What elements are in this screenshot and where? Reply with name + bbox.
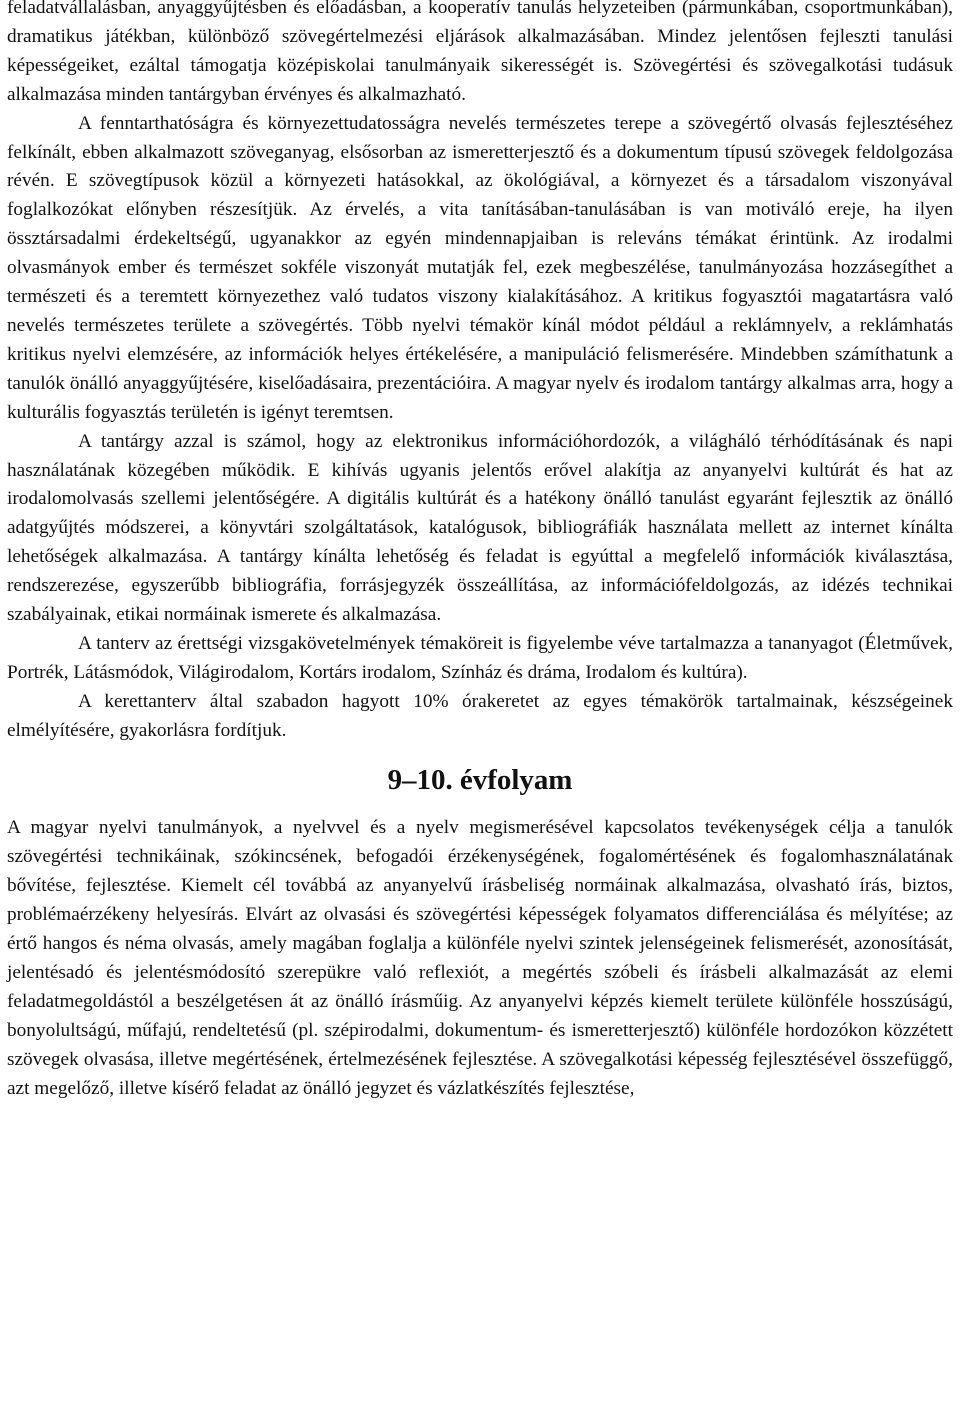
paragraph-sustainability: A fenntarthatóságra és környezettudatosságra nevelés természetes terepe a szövegértő olvasás fejlesztéséhez felkínált, ebben alkalmazott szöveganyag, elsősorban az ismeretterjesztő és a dokumentum típusú szövegek feldolgozása révén. E szövegtípusok közül a környezeti hatásokkal, az ökológiával, a környezet és a társadalom viszonyával foglalkozókat előnyben részesítjük. Az érvelés, a vita tanításában-tanulásában is van motiváló ereje, ha ilyen össztársadalmi érdekeltségű, ugyanakkor az egyén mindennapjaiban is releváns témákat érintünk. Az irodalmi olvasmányok ember és természet sokféle viszonyát mutatják fel, ezek megbeszélése, tanulmányozása hozzásegíthet a természeti és a teremtett környezethez való tudatos viszony kialakításához. A kritikus fogyasztói magatartásra való nevelés természetes területe a szövegértés. Több nyelvi témakör kínál módot például a reklámnyelv, a reklámhatás kritikus nyelvi elemzésére, az információk helyes értékelésére, a manipuláció felismerésére. Mindebben számíthatunk a tanulók önálló anyaggyűjtésére, kiselőadásaira, prezentációira. A magyar nyelv és irodalom tantárgy alkalmas arra, hogy a kulturális fogyasztás területén is igényt teremtsen. [7,112,953,423]
paragraph-1: feladatvállalásban, anyaggyűjtésben és előadásban, a kooperatív tanulás helyzeteiben (pármunkában, csoportmunkában), dramatikus játékban, különböző szövegértelmezési eljárások alkalmazásában. Mindez jelentősen fejleszti tanulási képességeiket, ezáltal támogatja középiskolai tanulmányaik sikerességét is. Szövegértési és szövegalkotási tudásuk alkalmazása minden tantárgyban érvényes és alkalmazható. [7,0,953,105]
paragraph-digital-culture: A tantárgy azzal is számol, hogy az elektronikus információhordozók, a világháló térhódításának és napi használatának közegében működik. E kihívás ugyanis jelentős erővel alakítja az anyanyelvi kultúrát és hat az irodalomolvasás szellemi jelentőségére. A digitális kultúrát és a hatékony önálló tanulást egyaránt fejlesztik az önálló adatgyűjtés módszerei, a könyvtári szolgáltatások, katalógusok, bibliográfiák használata mellett az internet kínálta lehetőségek alkalmazása. A tantárgy kínálta lehetőség és feladat is egyúttal a megfelelő információk kiválasztása, rendszerezése, egyszerűbb bibliográfia, forrásjegyzék összeállítása, az információfeldolgozás, az idézés technikai szabályainak, etikai normáinak ismerete és alkalmazása. [7,430,953,626]
spacer [7,794,953,814]
paragraph-curriculum-topics: A tanterv az érettségi vizsgakövetelmények témaköreit is figyelembe véve tartalmazza a tananyagot (Életművek, Portrék, Látásmódok, Világirodalom, Kortárs irodalom, Színház és dráma, Irodalom és kultúra). [7,632,953,683]
document-page [7,0,953,1104]
paragraph-grade-9-10: A magyar nyelvi tanulmányok, a nyelvvel és a nyelv megismerésével kapcsolatos tevékenységek célja a tanulók szövegértési technikáinak, szókincsének, befogadói érzékenységének, fogalomértésének és fogalomhasználatának bővítése, fejlesztése. Kiemelt cél továbbá az anyanyelvű írásbeliség normáinak alkalmazása, olvasható írás, biztos, problémaérzékeny helyesírás. Elvárt az olvasási és szövegértési képességek folyamatos differenciálása és mélyítése; az értő hangos és néma olvasás, amely magában foglalja a különféle nyelvi szintek jelenségeinek felismerését, azonosítását, jelentésadó és jelentésmódosító szerepükre való reflexiót, a megértés szóbeli és írásbeli alkalmazását az elemi feladatmegoldástól a beszélgetésen át az önálló írásműig. Az anyanyelvi képzés kiemelt területe különféle hosszúságú, bonyolultságú, műfajú, rendeltetésű (pl. szépirodalmi, dokumentum- és ismeretterjesztő) különféle hordozókon közzétett szövegek olvasása, illetve megértésének, értelmezésének fejlesztése. A szövegalkotási képesség fejlesztésével összefüggő, azt megelőző, illetve kísérő feladat az önálló jegyzet és vázlatkészítés fejlesztése, [7,817,953,1099]
section-heading: 9–10. évfolyam [387,763,573,796]
spacer [7,746,953,766]
paragraph-free-hours: A kerettanterv által szabadon hagyott 10% órakeretet az egyes témakörök tartalmainak, készségeinek elmélyítésére, gyakorlásra fordítjuk. [7,690,953,741]
